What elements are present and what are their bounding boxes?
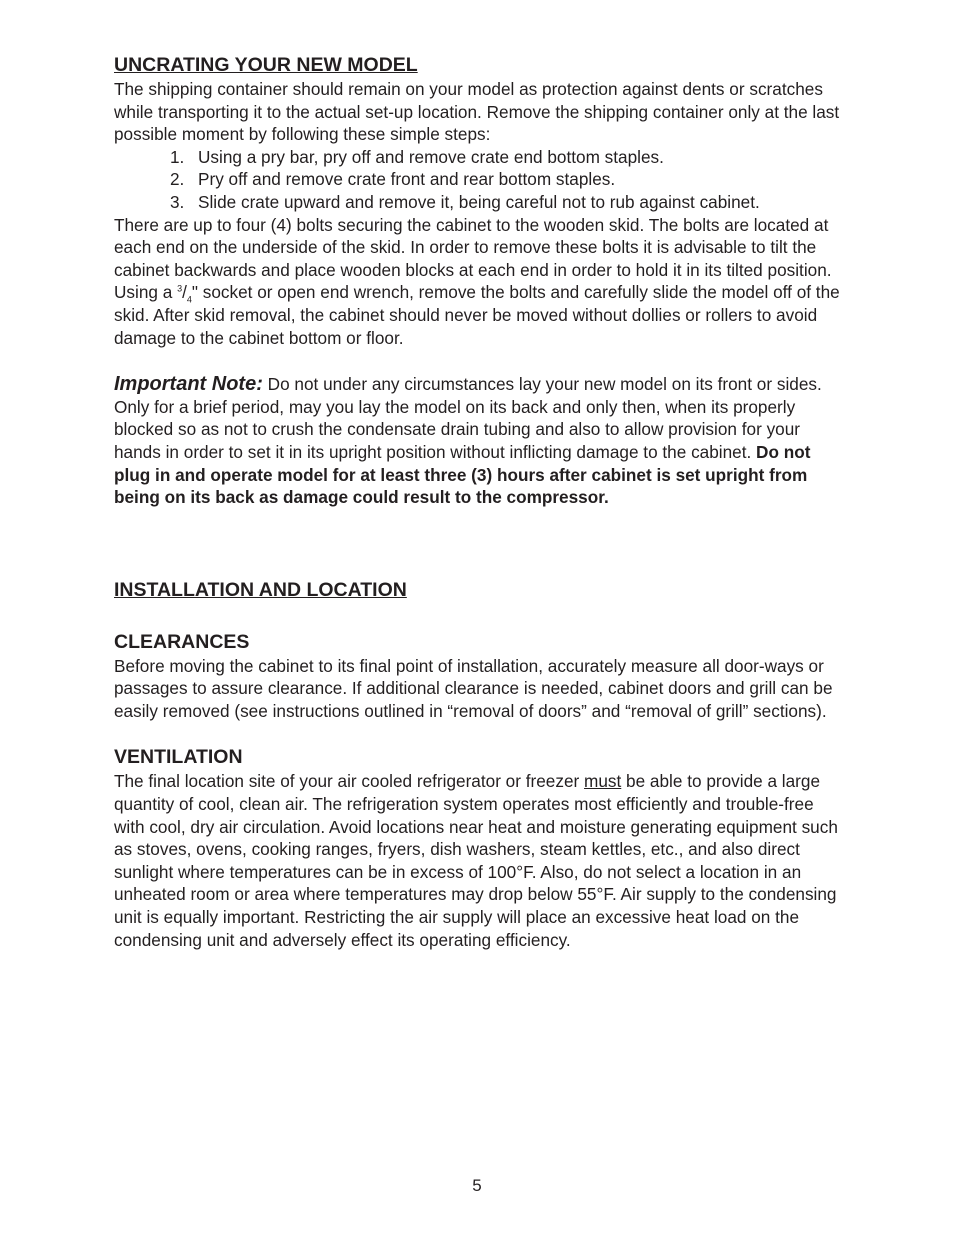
step-text: Slide crate upward and remove it, being careful not to rub against cabinet. [198,191,760,212]
step-text: Using a pry bar, pry off and remove crate end bottom staples. [198,146,664,167]
ventilation-heading: VENTILATION [114,746,243,769]
ventilation-text-b: be able to provide a large quantity of cool, clean air. The refrigeration system operates most efficiently and trouble-free with cool, dry air circulation. Avoid locations near heat and moisture generating equipment such as stoves, ovens, cooking ranges, fryers, dish washers, steam kettles, etc., and also direct sunlight where temperatures can be in excess of 100°F. Also, do not select a location in an unheated room or area where temperatures may drop below 55°F. Air supply to the condensing unit is equally important. Restricting the air supply will place an excessive heat load on the condensing unit and adversely effect its operating efficiency. [114,771,838,950]
important-note-warning: Do not plug in and operate model for at least three (3) hours after cabinet is set upright from being on its back as damage could result to the compressor. [114,441,811,508]
clearances-text: Before moving the cabinet to its final point of installation, accurately measure all door-ways or passages to assure clearance. If additional clearance is needed, cabinet doors and grill can be easily removed (see instructions outlined in “removal of doors” and “removal of grill” sections). [114,655,833,721]
step-item [114,146,844,169]
installation-heading: INSTALLATION AND LOCATION [114,578,407,601]
important-note-label: Important Note: [114,373,263,396]
uncrating-intro: The shipping container should remain on your model as protection against dents or scratches while transporting it to the actual set-up location. Remove the shipping container only at the last possible moment by following these simple steps: [114,79,840,145]
fraction-numerator: 3 [177,283,183,294]
fraction-denominator: 4 [186,294,192,305]
important-note-text: Do not under any circumstances lay your new model on its front or sides. Only for a brief period, may you lay the model on its back and only then, when its properly blocked so as not to crush the condensate drain tubing and also to allow provision for your hands in order to set it in its upright position without inflicting damage to the cabinet. [114,374,822,462]
step-item [114,168,844,191]
page-number: 5 [472,1176,482,1195]
important-note-paragraph [114,373,844,509]
clearances-heading: CLEARANCES [114,630,250,653]
step-item [114,191,844,214]
ventilation-text-a: The final location site of your air cooled refrigerator or freezer [114,771,585,792]
step-number: 2. [170,169,185,190]
step-number: 3. [170,191,185,212]
bolts-paragraph: There are up to four (4) bolts securing the cabinet to the wooden skid. The bolts are located at each end on the underside of the skid. In order to remove these bolts it is advisable to tilt the cabinet backwards and place wooden blocks at each end in order to hold it in its tilted position. Using a $^3/_4$" socket or open end wrench, remove the bolts and carefully slide the model off of the skid. After skid removal, the cabinet should never be moved without dollies or rollers to avoid damage to the cabinet bottom or floor. [114,214,840,348]
step-number: 1. [170,146,185,167]
uncrating-steps [114,146,844,214]
ventilation-emphasis: must [584,771,622,792]
ventilation-text [114,770,844,951]
step-text: Pry off and remove crate front and rear bottom staples. [198,169,616,190]
uncrating-heading: UNCRATING YOUR NEW MODEL [114,54,418,76]
document-page [114,52,844,951]
bolts-text-a: There are up to four (4) bolts securing the cabinet to the wooden skid. The bolts are located at each end on the underside of the skid. In order to remove these bolts it is advisable to tilt the cabinet backwards and place wooden blocks at each end in order to hold it in its tilted position. Using a [114,214,832,303]
bolts-text-b: " socket or open end wrench, remove the bolts and carefully slide the model off of the skid. After skid removal, the cabinet should never be moved without dollies or rollers to avoid damage to the cabinet bottom or floor. [114,282,840,348]
